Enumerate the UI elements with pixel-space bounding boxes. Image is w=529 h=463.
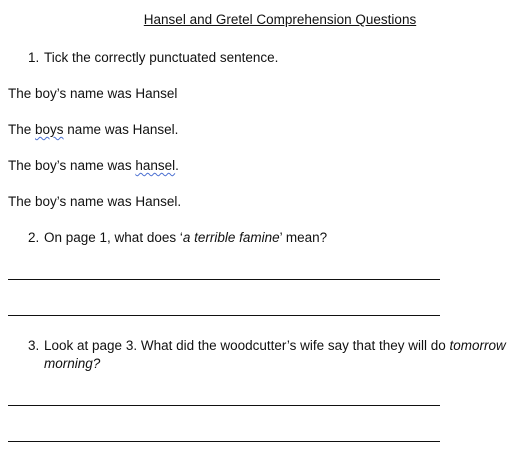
question-text-line-1 <box>44 338 506 353</box>
question-text-plain: Look at page 3. What did the woodcutter’s wife say that they will do <box>44 338 450 353</box>
question-text-line-2 <box>44 356 100 371</box>
option-text: The boy’s name was <box>8 158 136 173</box>
option-text: The <box>8 122 36 137</box>
option-sentence-1[interactable] <box>8 86 177 101</box>
question-text: Tick the correctly punctuated sentence. <box>44 50 279 65</box>
answer-line[interactable] <box>8 315 440 316</box>
question-text-italic: morning? <box>44 356 101 371</box>
question-number: 1. <box>28 50 40 65</box>
option-text: . <box>175 158 179 173</box>
question-text-italic: tomorrow <box>449 338 506 353</box>
spelling-error-word: boys <box>35 122 64 137</box>
option-sentence-4[interactable] <box>8 194 181 209</box>
option-text: The boy’s name was Hansel. <box>8 194 182 209</box>
question-text-italic: a terrible famine <box>182 230 280 245</box>
question-text <box>44 230 327 245</box>
question-text-plain: On page 1, what does ‘ <box>44 230 183 245</box>
page-title: Hansel and Gretel Comprehension Questions <box>143 12 417 27</box>
question-number: 3. <box>28 338 40 353</box>
answer-line[interactable] <box>8 405 440 406</box>
option-text: name was Hansel. <box>63 122 179 137</box>
answer-line[interactable] <box>8 279 440 280</box>
question-number: 2. <box>28 230 40 245</box>
question-text-plain: ’ mean? <box>279 230 328 245</box>
option-sentence-2[interactable] <box>8 122 178 137</box>
option-text: The boy’s name was Hansel <box>8 86 178 101</box>
option-sentence-3[interactable] <box>8 158 179 173</box>
spelling-error-word: hansel <box>135 158 176 173</box>
answer-line[interactable] <box>8 441 440 442</box>
